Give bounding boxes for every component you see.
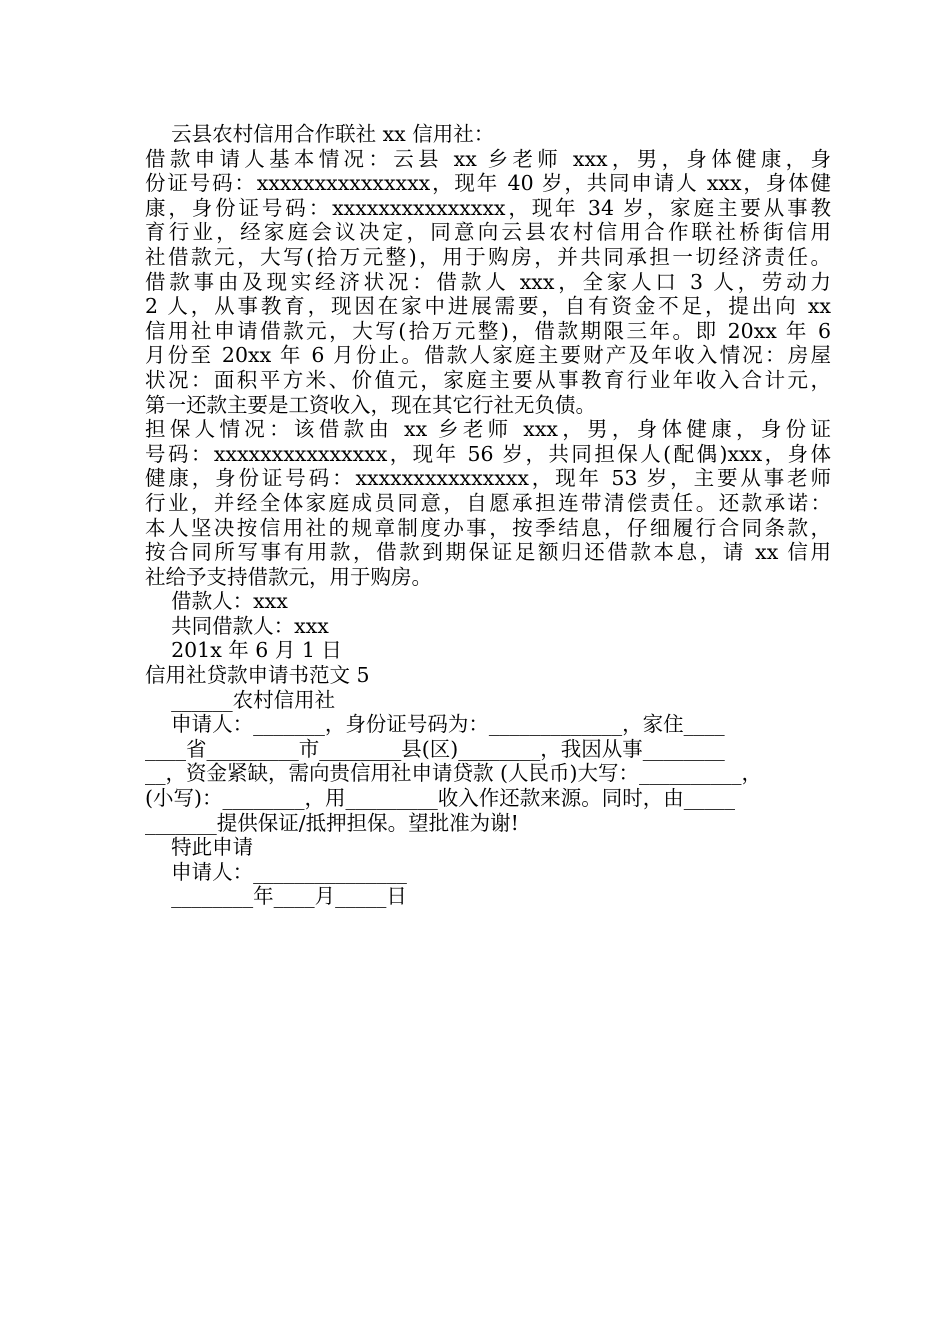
document-line: _______提供保证/抵押担保。望批准为谢! <box>145 810 519 835</box>
document-line: 份证号码：xxxxxxxxxxxxxxx，现年 40 岁，共同申请人 xxx，身体健 <box>145 171 831 196</box>
document-line: 申请人：_______，身份证号码为：_____________，家住____ <box>145 712 725 737</box>
document-line: 201x 年 6 月 1 日 <box>145 638 342 663</box>
document-line: 育行业，经家庭会议决定，同意向云县农村信用合作联社桥街信用 <box>145 220 831 245</box>
document-page <box>145 122 831 909</box>
document-line: 2 人，从事教育，现因在家中进展需要，自有资金不足，提出向 xx <box>145 294 831 319</box>
document-line: 云县农村信用合作联社 xx 信用社： <box>145 122 495 146</box>
document-line: 健康，身份证号码：xxxxxxxxxxxxxxx，现年 53 岁，主要从事老师 <box>145 466 831 491</box>
document-line: 信用社申请借款元，大写(拾万元整)，借款期限三年。即 20xx 年 6 <box>145 318 831 343</box>
document-line: 特此申请 <box>145 835 254 860</box>
document-line: 担保人情况：该借款由 xx 乡老师 xxx，男，身体健康，身份证 <box>145 417 831 442</box>
document-line: 社给予支持借款元，用于购房。 <box>145 564 432 589</box>
document-line: 申请人：_______________ <box>145 859 407 884</box>
document-line: 信用社贷款申请书范文 5 <box>145 663 370 688</box>
document-line: 月份至 20xx 年 6 月份止。借款人家庭主要财产及年收入情况：房屋 <box>145 343 831 368</box>
document-line: 康，身份证号码：xxxxxxxxxxxxxxx，现年 34 岁，家庭主要从事教 <box>145 195 831 220</box>
document-line: 状况：面积平方米、价值元，家庭主要从事教育行业年收入合计元， <box>145 367 831 392</box>
document-line: 社借款元，大写(拾万元整)，用于购房，并共同承担一切经济责任。 <box>145 244 831 269</box>
document-line: __，资金紧缺，需向贵信用社申请贷款 (人民币)大写：__________， <box>145 761 763 786</box>
document-line: 借款申请人基本情况：云县 xx 乡老师 xxx，男，身体健康，身 <box>145 146 831 171</box>
document-line: 本人坚决按信用社的规章制度办事，按季结息，仔细履行合同条款， <box>145 515 831 540</box>
document-line: ______农村信用社 <box>145 687 336 712</box>
document-line: 号码：xxxxxxxxxxxxxxx，现年 56 岁，共同担保人(配偶)xxx，身体 <box>145 441 831 466</box>
document-line: 借款事由及现实经济状况：借款人 xxx，全家人口 3 人，劳动力 <box>145 269 831 294</box>
document-line: (小写)：________，用_________收入作还款来源。同时，由_____ <box>145 786 735 811</box>
document-line: 行业，并经全体家庭成员同意，自愿承担连带清偿责任。还款承诺： <box>145 490 831 515</box>
document-line: 按合同所写事有用款，借款到期保证足额归还借款本息，请 xx 信用 <box>145 540 831 565</box>
document-line: 借款人：xxx <box>145 589 288 614</box>
document-line: 第一还款主要是工资收入，现在其它行社无负债。 <box>145 392 596 417</box>
document-line: ________年____月_____日 <box>145 884 407 909</box>
document-line: ____省_________市________县(区)________，我因从事________ <box>145 736 725 761</box>
document-line: 共同借款人：xxx <box>145 613 329 638</box>
